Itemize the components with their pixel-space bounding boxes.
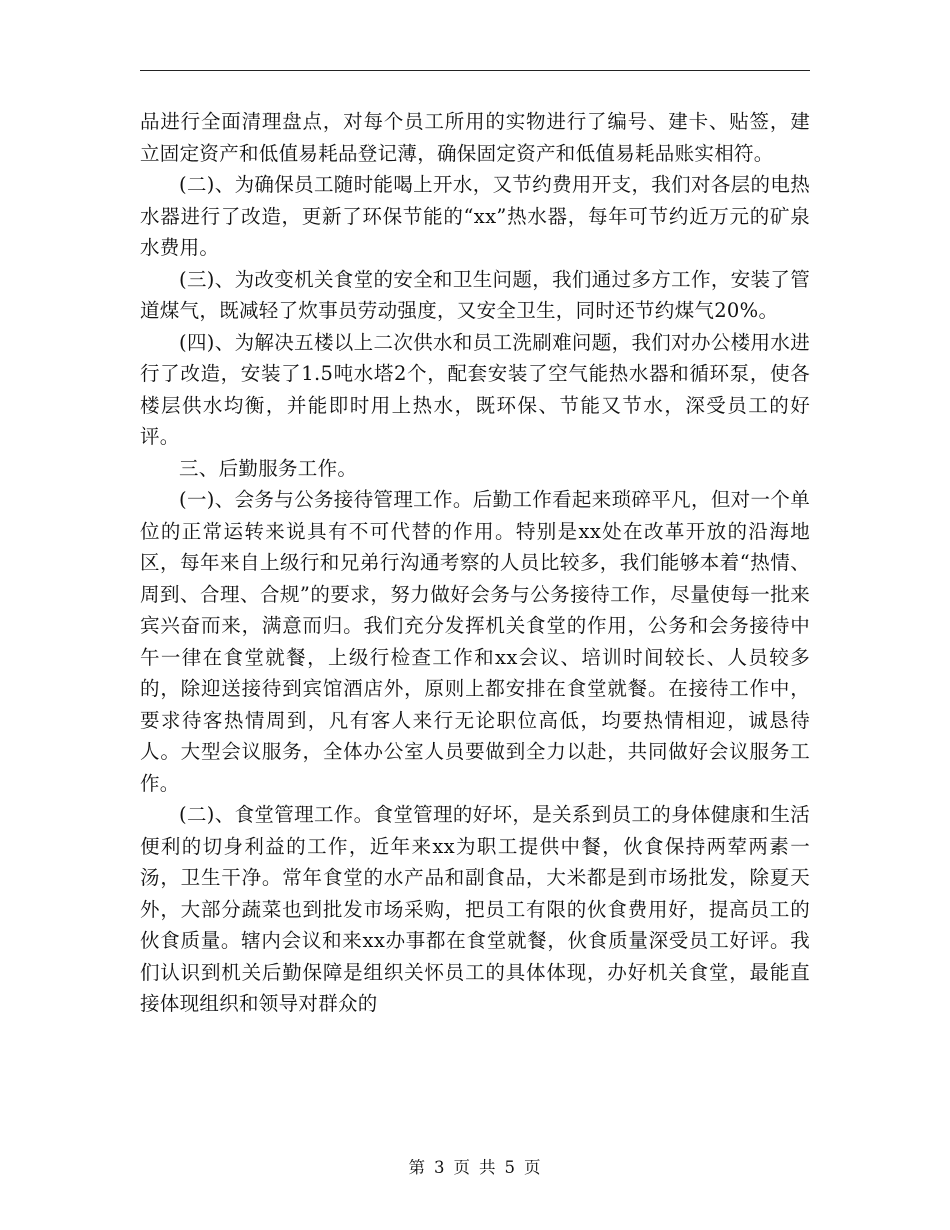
page-footer (0, 1154, 950, 1178)
paragraph-item-2: (二)、为确保员工随时能喝上开水，又节约费用开支，我们对各层的电热水器进行了改造，更新了环保节能的“xx”热水器，每年可节约近万元的矿泉水费用。 (140, 173, 810, 259)
footer-total-word: 共 (479, 1158, 497, 1177)
footer-suffix: 页 (524, 1158, 542, 1177)
footer-page-word: 页 (453, 1158, 471, 1177)
paragraph-item-4: (四)、为解决五楼以上二次供水和员工洗刷难问题，我们对办公楼用水进行了改造，安装了1.5吨水塔2个，配套安装了空气能热水器和循环泵，使各楼层供水均衡，并能即时用上热水，既环保、节能又节水，深受员工的好评。 (140, 330, 810, 448)
header-rule (140, 70, 810, 71)
paragraph-canteen: (二)、食堂管理工作。食堂管理的好坏，是关系到员工的身体健康和生活便利的切身利益的工作，近年来xx为职工提供中餐，伙食保持两荤两素一汤，卫生干净。常年食堂的水产品和副食品，大米都是到市场批发，除夏天外，大部分蔬菜也到批发市场采购，把员工有限的伙食费用好，提高员工的伙食质量。辖内会议和来xx办事都在食堂就餐，伙食质量深受员工好评。我们认识到机关后勤保障是组织关怀员工的具体体现，办好机关食堂，最能直接体现组织和领导对群众的 (140, 803, 810, 1015)
section-heading: 三、后勤服务工作。 (179, 456, 358, 480)
footer-total-pages: 5 (504, 1158, 516, 1177)
paragraph-continuation: 品进行全面清理盘点，对每个员工所用的实物进行了编号、建卡、贴签，建立固定资产和低值易耗品登记薄，确保固定资产和低值易耗品账实相符。 (140, 110, 810, 165)
footer-prefix: 第 (408, 1158, 426, 1177)
paragraph-reception: (一)、会务与公务接待管理工作。后勤工作看起来琐碎平凡，但对一个单位的正常运转来说具有不可代替的作用。特别是xx处在改革开放的沿海地区，每年来自上级行和兄弟行沟通考察的人员比较多，我们能够本着“热情、周到、合理、合规”的要求，努力做好会务与公务接待工作，尽量使每一批来宾兴奋而来，满意而归。我们充分发挥机关食堂的作用，公务和会务接待中午一律在食堂就餐，上级行检查工作和xx会议、培训时间较长、人员较多的，除迎送接待到宾馆酒店外，原则上都安排在食堂就餐。在接待工作中，要求待客热情周到，凡有客人来行无论职位高低，均要热情相迎，诚恳待人。大型会议服务，全体办公室人员要做到全力以赴，共同做好会议服务工作。 (140, 488, 810, 795)
document-body (140, 106, 810, 1020)
paragraph-item-3: (三)、为改变机关食堂的安全和卫生问题，我们通过多方工作，安装了管道煤气，既减轻了炊事员劳动强度，又安全卫生，同时还节约煤气20%。 (140, 267, 810, 322)
footer-current-page: 3 (434, 1158, 446, 1177)
